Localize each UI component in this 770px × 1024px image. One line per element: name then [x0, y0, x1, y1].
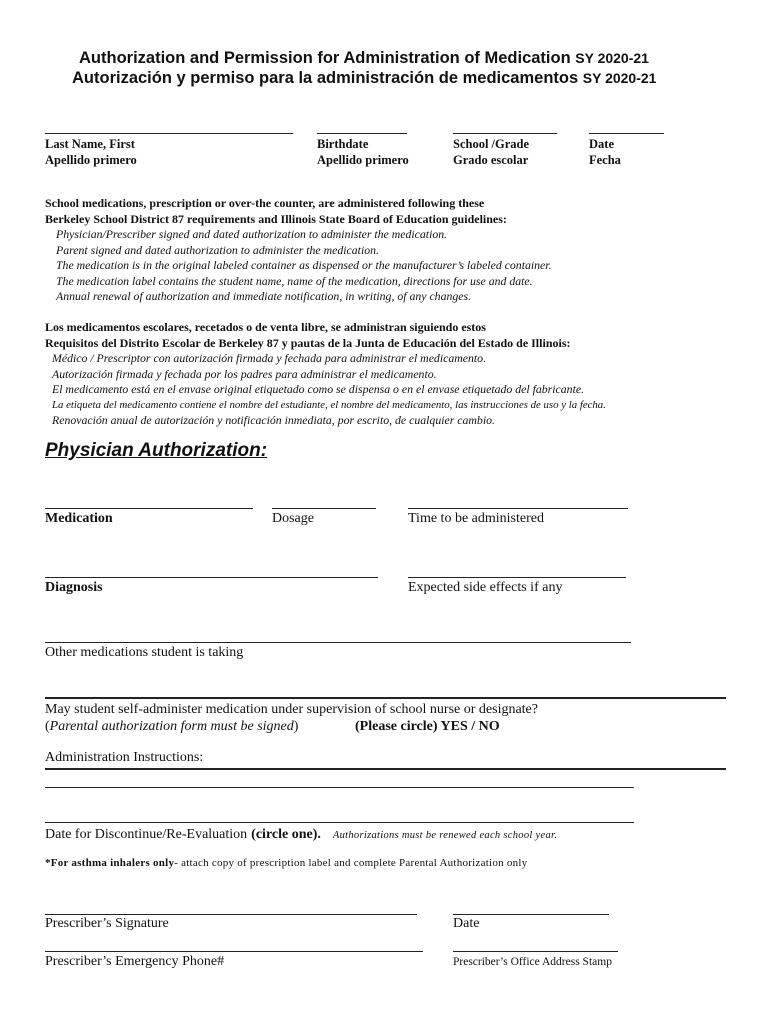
dosage-label: Dosage — [272, 511, 314, 526]
english-requirement: The medication is in the original labeled container as dispensed or the manufacturer’s labeled container. — [56, 258, 552, 272]
school-grade-line[interactable] — [453, 133, 557, 134]
spanish-requirement: El medicamento está en el envase original etiquetado como se dispensa o en el envase etiquetado del fabricante. — [52, 382, 585, 396]
english-requirement: Annual renewal of authorization and immediate notification, in writing, of any changes. — [56, 289, 472, 303]
spanish-requirement: Médico / Prescriptor con autorización firmada y fechada para administrar el medicamento. — [52, 351, 487, 365]
birthdate-label: Birthdate Apellido primero — [317, 137, 409, 167]
administration-instructions-label: Administration Instructions: — [45, 750, 204, 765]
other-medications-label: Other medications student is taking — [45, 645, 244, 660]
side-effects-line[interactable] — [408, 577, 626, 578]
yes-no-choice[interactable]: (Please circle) YES / NO — [355, 719, 500, 734]
english-requirement: Physician/Prescriber signed and dated authorization to administer the medication. — [56, 227, 448, 241]
english-requirement: The medication label contains the student name, name of the medication, directions for use and date. — [56, 273, 533, 288]
english-intro-line1: School medications, prescription or over-the counter, are administered following these — [45, 196, 485, 210]
school-grade-label: School /Grade Grado escolar — [453, 137, 530, 167]
birthdate-line[interactable] — [317, 133, 407, 134]
spanish-intro-line1: Los medicamentos escolares, recetados o de venta libre, se administran siguiendo estos — [45, 320, 486, 334]
signature-date-label: Date — [453, 916, 480, 931]
form-title-english — [79, 49, 649, 68]
english-intro-line2: Berkeley School District 87 requirements and Illinois State Board of Education guidelines: — [45, 211, 507, 226]
spanish-policy — [45, 320, 606, 429]
diagnosis-label: Diagnosis — [45, 580, 103, 595]
form-title-spanish — [72, 69, 656, 88]
physician-authorization-heading: Physician Authorization: — [45, 440, 268, 461]
signature-line[interactable] — [45, 914, 417, 915]
diagnosis-line[interactable] — [45, 577, 378, 578]
renewal-note: Authorizations must be renewed each school year. — [332, 830, 558, 841]
other-medications-line[interactable] — [45, 642, 631, 643]
emergency-phone-line[interactable] — [45, 951, 423, 952]
date-line[interactable] — [589, 133, 664, 134]
medication-line[interactable] — [45, 508, 253, 509]
section-divider — [45, 697, 726, 699]
address-stamp-line[interactable] — [453, 951, 618, 952]
time-label: Time to be administered — [408, 511, 544, 526]
english-policy — [45, 196, 552, 305]
last-name-line[interactable] — [45, 133, 293, 134]
spanish-requirement: Renovación anual de autorización y notificación inmediata, por escrito, de cualquier cambio. — [52, 413, 495, 427]
emergency-phone-label: Prescriber’s Emergency Phone# — [45, 954, 225, 969]
parental-authorization-note: (Parental authorization form must be signed) — [45, 719, 299, 734]
spanish-requirement: Autorización firmada y fechada por los padres para administrar el medicamento. — [52, 366, 437, 381]
self-administer-question: May student self-administer medication under supervision of school nurse or designate? — [45, 702, 538, 717]
asthma-inhaler-note: *For asthma inhalers only- attach copy of prescription label and complete Parental Authorization only — [45, 857, 528, 869]
side-effects-label: Expected side effects if any — [408, 580, 563, 595]
title-spanish-school-year: SY 2020-21 — [582, 70, 657, 86]
signature-date-line[interactable] — [453, 914, 609, 915]
last-name-label: Last Name, First Apellido primero — [45, 137, 137, 167]
title-spanish-text: Autorización y permiso para la administración de medicamentos — [72, 69, 579, 87]
english-requirement: Parent signed and dated authorization to administer the medication. — [56, 242, 379, 257]
section-divider — [45, 768, 726, 770]
administration-instructions-line[interactable] — [45, 822, 634, 823]
title-english-school-year: SY 2020-21 — [575, 50, 649, 66]
medication-label: Medication — [45, 511, 113, 526]
title-english-text: Authorization and Permission for Administration of Medication — [79, 49, 571, 67]
signature-label: Prescriber’s Signature — [45, 916, 169, 931]
dosage-line[interactable] — [272, 508, 376, 509]
discontinue-row — [45, 825, 557, 843]
address-stamp-label: Prescriber’s Office Address Stamp — [453, 956, 612, 968]
spanish-intro-line2: Requisitos del Distrito Escolar de Berkeley 87 y pautas de la Junta de Educación del Estado de Illinois: — [45, 335, 571, 350]
time-line[interactable] — [408, 508, 628, 509]
spanish-requirement: La etiqueta del medicamento contiene el nombre del estudiante, el nombre del medicamento, las instrucciones de uso y la fecha. — [52, 398, 606, 411]
administration-instructions-line[interactable] — [45, 787, 634, 788]
circle-one-label: (circle one). — [251, 827, 321, 842]
discontinue-label: Date for Discontinue/Re-Evaluation — [45, 827, 248, 842]
date-label: Date Fecha — [589, 137, 621, 167]
